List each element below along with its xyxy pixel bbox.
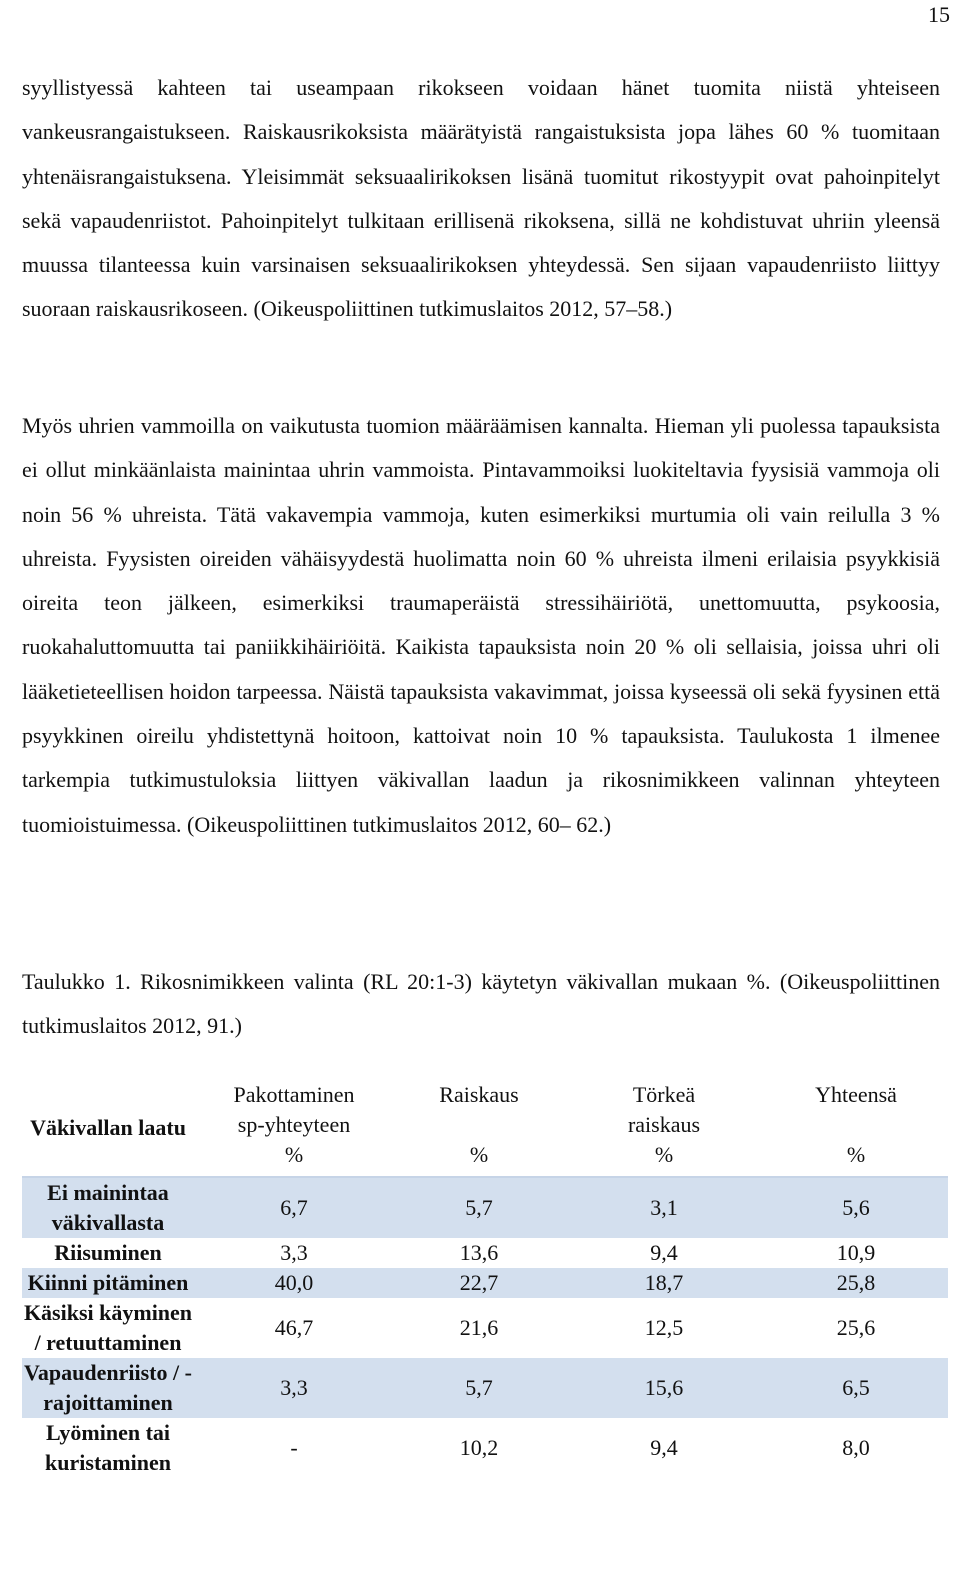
column-header-label: Raiskaus [439, 1082, 519, 1107]
table-cell: 22,7 [394, 1268, 564, 1298]
table-cell: 3,3 [194, 1358, 394, 1418]
table-cell: 21,6 [459, 1315, 499, 1340]
table-cell: 5,7 [394, 1358, 564, 1418]
table-row [22, 1358, 948, 1418]
column-header [394, 1080, 564, 1177]
table-header-row [22, 1080, 948, 1177]
table-cell: 6,5 [764, 1358, 948, 1418]
row-label: Käsiksi käyminen / retuuttaminen [23, 1300, 193, 1355]
paragraph: syyllistyessä kahteen tai useampaan rikokseen voidaan hänet tuomita niistä yhteiseen vankeusrangaistukseen. Raiskausrikoksista määrätyistä rangaistuksista jopa lähes 60 % tuomitaan yhtenäisrangaistuksena. Yleisimmät seksuaalirikoksen lisänä tuomitut rikostyypit ovat pahoinpitelyt sekä vapaudenriistot. Pahoinpitelyt tulkitaan erillisenä rikoksena, sillä ne kohdistuvat uhriin yleensä muussa tilanteessa kuin varsinaisen seksuaalirikoksen yhteydessä. Sen sijaan vapaudenriisto liittyy suoraan raiskausrikoseen. (Oikeuspoliittinen tutkimuslaitos 2012, 57–58.) [22, 75, 940, 322]
table-cell: 10,2 [459, 1435, 499, 1460]
table-cell: 25,6 [836, 1315, 876, 1340]
table-row [22, 1418, 948, 1478]
table-cell: 15,6 [564, 1358, 764, 1418]
table-cell: 18,7 [564, 1268, 764, 1298]
table-caption: Taulukko 1. Rikosnimikkeen valinta (RL 20:1-3) käytetyn väkivallan mukaan %. (Oikeuspoliittinen tutkimuslaitos 2012, 91.) [22, 969, 940, 1039]
table-cell: 3,1 [564, 1177, 764, 1238]
column-header [194, 1080, 394, 1177]
table-cell: 8,0 [842, 1435, 870, 1460]
column-header-unit: % [469, 1142, 489, 1167]
paragraph: Myös uhrien vammoilla on vaikutusta tuomion määräämisen kannalta. Hieman yli puolessa tapauksista ei ollut minkäänlaista mainintaa uhrin vammoista. Pintavammoiksi luokiteltavia fyysisiä vammoja oli noin 56 % uhreista. Tätä vakavempia vammoja, kuten esimerkiksi murtumia oli vain reilulla 3 % uhreista. Fyysisten oireiden vähäisyydestä huolimatta noin 60 % uhreista ilmeni erilaisia psyykkisiä oireita teon jälkeen, esimerkiksi traumaperäistä stressihäiriötä, unettomuutta, psykoosia, ruokahaluttomuutta tai paniikkihäiriöitä. Kaikista tapauksista noin 20 % oli sellaisia, joissa uhri oli lääketieteellisen hoidon tarpeessa. Näistä tapauksista vakavimmat, joissa kyseessä oli sekä fyysinen että psyykkinen oireilu yhdistettynä hoitoon, kattoivat noin 10 % tapauksista. Taulukosta 1 ilmenee tarkempia tutkimustuloksia liittyen väkivallan laadun ja rikosnimikkeen valinnan yhteyteen tuomioistuimessa. (Oikeuspoliittinen tutkimuslaitos 2012, 60– 62.) [22, 413, 940, 837]
table-cell: 6,7 [194, 1177, 394, 1238]
table-cell: - [290, 1435, 298, 1460]
row-label: Riisuminen [54, 1240, 162, 1265]
table-cell: 9,4 [650, 1240, 678, 1265]
table-cell: 9,4 [650, 1435, 678, 1460]
row-label: Ei mainintaa väkivallasta [22, 1177, 194, 1238]
table-row [22, 1177, 948, 1238]
column-header-unit: % [846, 1142, 866, 1167]
page-number: 15 [928, 2, 950, 27]
row-label: Lyöminen tai kuristaminen [45, 1420, 171, 1475]
column-header-label: Törkeä raiskaus [627, 1082, 701, 1137]
table-cell: 40,0 [194, 1268, 394, 1298]
row-header-title: Väkivallan laatu [30, 1115, 186, 1140]
table-cell: 46,7 [274, 1315, 314, 1340]
column-header [564, 1080, 764, 1177]
column-header-label: Pakottaminen sp-yhteyteen [233, 1082, 355, 1137]
table-row [22, 1238, 948, 1268]
row-label: Kiinni pitäminen [22, 1268, 194, 1298]
table-row [22, 1268, 948, 1298]
column-header-unit: % [284, 1142, 304, 1167]
table-cell: 3,3 [280, 1240, 308, 1265]
row-label: Vapaudenriisto / -rajoittaminen [22, 1358, 194, 1418]
table-cell: 5,7 [394, 1177, 564, 1238]
table-cell: 5,6 [764, 1177, 948, 1238]
table-cell: 12,5 [644, 1315, 684, 1340]
table-cell: 25,8 [764, 1268, 948, 1298]
table-cell: 10,9 [836, 1240, 876, 1265]
column-header-label: Yhteensä [815, 1082, 897, 1107]
table-cell: 13,6 [459, 1240, 499, 1265]
column-header [764, 1080, 948, 1177]
column-header-unit: % [654, 1142, 674, 1167]
table-row [22, 1298, 948, 1358]
data-table [22, 1080, 948, 1478]
